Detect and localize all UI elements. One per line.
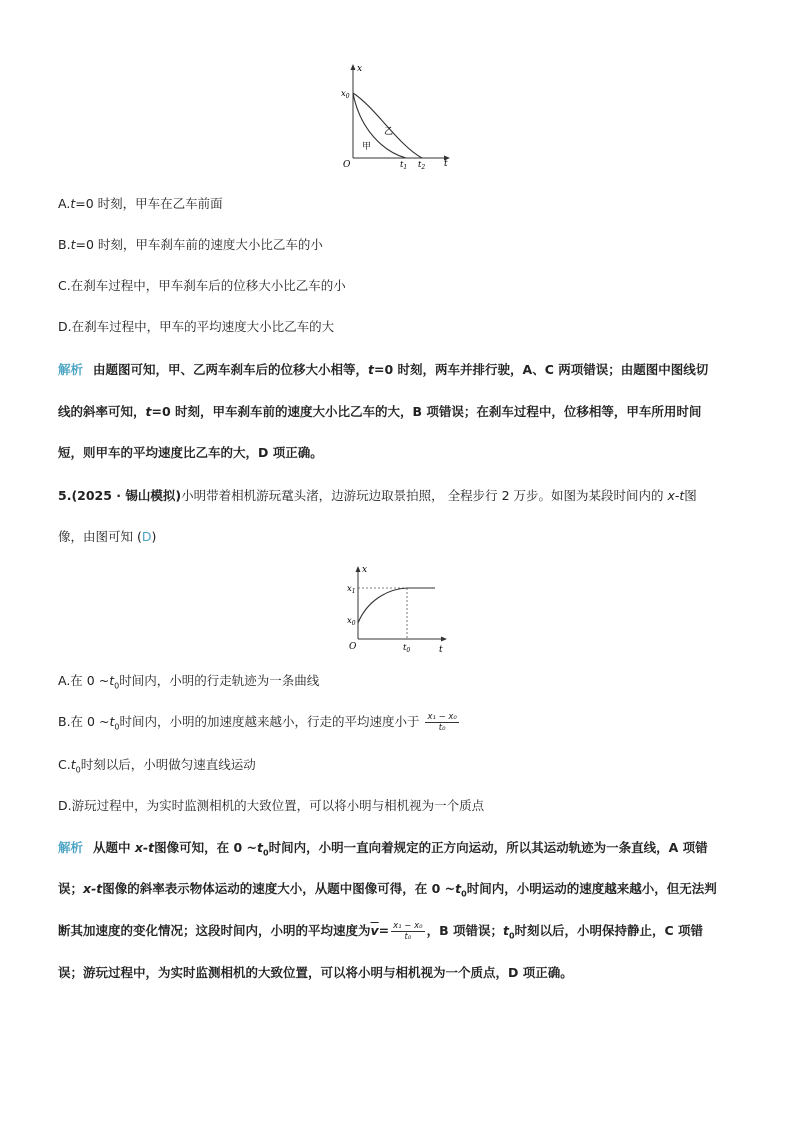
- t0-label: $t_0$: [403, 643, 411, 654]
- x0-label: $x_0$: [347, 616, 356, 627]
- q5-option-d: D.游玩过程中，为实时监测相机的大致位置，可以将小明与相机视为一个质点: [58, 798, 485, 813]
- figure-xt-graph-walking: [345, 561, 450, 656]
- answer-letter: D: [141, 529, 152, 544]
- label-yi: 乙: [384, 127, 394, 137]
- y-axis-arrow: [351, 64, 356, 70]
- curve-x-t: [358, 588, 435, 623]
- q4-analysis-line-2: 线的斜率可知，t=0 时刻，甲车刹车前的速度大小比乙车的大，B 项错误；在刹车过程中，位移相等，甲车所用时间: [58, 404, 702, 419]
- y-axis-label: x: [357, 64, 363, 74]
- q4-option-d: D.在刹车过程中，甲车的平均速度大小比乙车的大: [58, 319, 335, 334]
- analysis-tag: 解析: [58, 362, 84, 377]
- figure-xt-graph-braking: [336, 60, 456, 172]
- q5-analysis-line-2: 误；x-t图像的斜率表示物体运动的速度大小，从题中图像可得，在 0 $\sim t_0$时间内，小明运动的速度越来越小，但无法判: [58, 881, 717, 899]
- q5-analysis-line-1: 解析 从题中 x-t图像可知，在 0 $\sim t_0$时间内，小明一直向着规定的正方向运动，所以其运动轨迹为一条直线，A 项错: [58, 840, 708, 858]
- q5-stem-line-2: 像，由图可知 (D): [58, 529, 157, 544]
- x-axis-arrow: [441, 637, 447, 642]
- x1-label: $x_1$: [347, 584, 356, 595]
- y-axis-label: x: [362, 565, 368, 575]
- q5-option-b: B.在 0 $\sim t_0$时间内，小明的加速度越来越小，行走的平均速度小于 $\frac{\text{x₁ − x₀}}{\text{t₀}}$: [58, 712, 457, 733]
- q4-option-b: B.t=0 时刻，甲车刹车前的速度大小比乙车的小: [58, 237, 323, 252]
- y-axis-arrow: [356, 566, 361, 572]
- q4-analysis-line-3: 短，则甲车的平均速度比乙车的大，D 项正确。: [58, 445, 323, 460]
- x0-label: $x_0$: [341, 89, 350, 100]
- q5-option-a: A.在 0 $\sim t_0$时间内，小明的行走轨迹为一条曲线: [58, 673, 320, 691]
- q5-analysis-line-4: 误；游玩过程中，为实时监测相机的大致位置，可以将小明与相机视为一个质点，D 项正确。: [58, 965, 573, 980]
- fraction-avg-velocity: $\frac{\text{x₁ − x₀}}{\text{t₀}}$: [393, 921, 423, 942]
- q5-stem-line-1: 5.(2025 · 锡山模拟)小明带着相机游玩鼋头渚，边游玩边取景拍照， 全程步行 2 万步。如图为某段时间内的 x-t图: [58, 488, 697, 503]
- q4-analysis-line-1: 解析 由题图可知，甲、乙两车刹车后的位移大小相等，t=0 时刻，两车并排行驶，A、C 两项错误；由题图中图线切: [58, 362, 709, 377]
- fraction-avg-velocity: $\frac{\text{x₁ − x₀}}{\text{t₀}}$: [427, 712, 457, 733]
- q5-analysis-line-3: 断其加速度的变化情况；这段时间内，小明的平均速度为$\overline{v}=$ $\frac{\text{x₁ − x₀}}{\text{t₀}}$ ，B 项错误；$t_0$时刻以后，小明保持静止，C 项错: [58, 921, 704, 942]
- analysis-tag: 解析: [58, 840, 84, 855]
- q4-option-c: C.在刹车过程中，甲车刹车后的位移大小比乙车的小: [58, 278, 346, 293]
- label-jia: 甲: [362, 142, 372, 152]
- t1-label: $t_1$: [400, 160, 408, 171]
- x-axis-label: t: [444, 159, 448, 169]
- x-axis-label: t: [439, 645, 443, 655]
- q4-option-a: A.t=0 时刻，甲车在乙车前面: [58, 196, 223, 211]
- q5-option-c: $C.t_0$时刻以后，小明做匀速直线运动: [58, 757, 256, 775]
- origin-label: O: [343, 160, 351, 170]
- curve-jia: [353, 93, 406, 158]
- t2-label: $t_2$: [418, 160, 426, 171]
- origin-label: O: [349, 642, 357, 652]
